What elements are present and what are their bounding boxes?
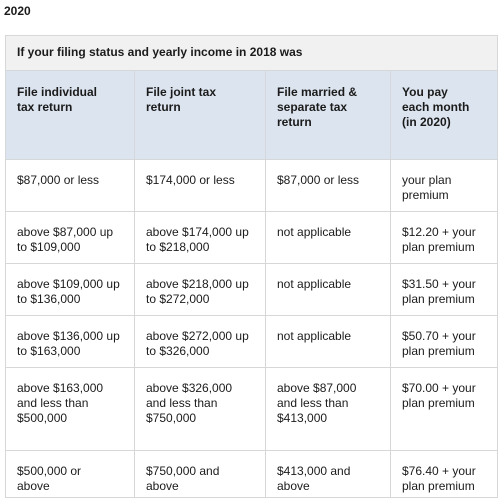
header-married-separate: File married & separate tax return (277, 85, 358, 129)
cell-married-separate: $87,000 or less (277, 173, 360, 187)
header-joint: File joint tax return (146, 85, 217, 114)
cell-joint: above $174,000 up to $218,000 (146, 225, 249, 254)
table-caption: If your filing status and yearly income in 2018 was (6, 36, 498, 71)
table-header-row (6, 71, 498, 160)
table-row (6, 212, 498, 264)
cell-joint: above $272,000 up to $326,000 (146, 329, 249, 358)
cell-individual: $87,000 or less (17, 173, 100, 187)
cell-individual: above $136,000 up to $163,000 (17, 329, 120, 358)
table-row (6, 368, 498, 451)
cell-joint: above $326,000 and less than $750,000 (146, 381, 233, 425)
header-individual: File individual tax return (17, 85, 98, 114)
cell-joint: $174,000 or less (146, 173, 235, 187)
cell-individual: $500,000 or above (17, 464, 82, 493)
cell-monthly-payment: $76.40 + your plan premium (402, 464, 476, 493)
cell-married-separate: not applicable (277, 225, 352, 239)
header-monthly-payment: You pay each month (in 2020) (402, 85, 470, 129)
cell-individual: above $163,000 and less than $500,000 (17, 381, 104, 425)
table-row (6, 264, 498, 316)
table-row (6, 160, 498, 212)
cell-married-separate: $413,000 and above (277, 464, 351, 493)
cell-monthly-payment: $12.20 + your plan premium (402, 225, 476, 254)
cell-monthly-payment: your plan premium (402, 173, 452, 202)
table-row (6, 316, 498, 368)
cell-monthly-payment: $31.50 + your plan premium (402, 277, 476, 306)
cell-joint: above $218,000 up to $272,000 (146, 277, 249, 306)
cell-married-separate: not applicable (277, 277, 352, 291)
table-row (6, 451, 498, 498)
section-year-heading: 2020 (4, 4, 31, 18)
income-premium-table (5, 35, 498, 498)
cell-joint: $750,000 and above (146, 464, 220, 493)
cell-individual: above $109,000 up to $136,000 (17, 277, 120, 306)
cell-married-separate: above $87,000 and less than $413,000 (277, 381, 357, 425)
cell-monthly-payment: $70.00 + your plan premium (402, 381, 476, 410)
cell-individual: above $87,000 up to $109,000 (17, 225, 114, 254)
cell-monthly-payment: $50.70 + your plan premium (402, 329, 476, 358)
cell-married-separate: not applicable (277, 329, 352, 343)
